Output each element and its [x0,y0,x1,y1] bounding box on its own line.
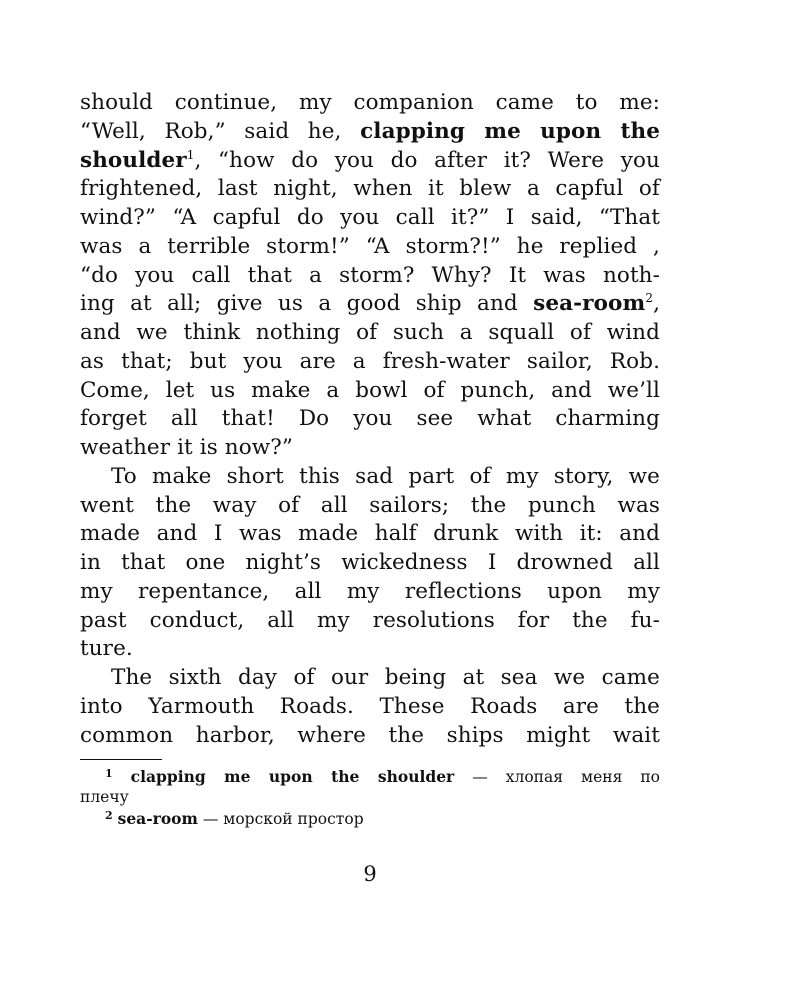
text-line [80,348,660,377]
text-line [80,233,660,262]
text-run: To make short this sad part of my story, we [111,463,660,489]
text-line [80,118,660,147]
text-run: weather it is now?” [80,435,293,460]
footnote-divider [80,759,162,760]
text-line [80,549,660,578]
footnote-reference: 1 [186,147,195,162]
glossed-term: shoulder [80,147,187,173]
text-line [80,147,660,176]
text-run: as that; but you are a fresh-water sailor, Rob. [80,348,660,374]
text-line [80,520,660,549]
footnote-1-gloss: — хлопая меня по [454,768,661,786]
text-line [80,290,660,319]
footnote-1-marker: 1 [105,767,113,780]
text-run: wind?” “A capful do you call it?” I said, “That [80,205,660,230]
text-run: went the way of all sailors; the punch was [80,492,660,518]
text-run: was a terrible storm!” “A storm?!” he replied , [80,233,660,259]
glossed-term: clapping me upon the [360,118,660,144]
text-run: ing at all; give us a good ship and [80,291,534,317]
text-line [80,635,660,664]
text-run: in that one night’s wickedness I drowned all [80,550,660,575]
text-line [80,262,660,291]
text-run: past conduct, all my resolutions for the fu- [80,607,660,633]
text-run: “Well, Rob,” said he, [80,118,361,144]
text-line [80,204,660,233]
text-run: “do you call that a storm? Why? It was noth- [80,262,660,288]
text-run: and we think nothing of such a squall of wind [80,320,660,345]
footnote-2 [80,808,660,829]
text-run: my repentance, all my reflections upon my [80,578,660,604]
footnote-1-continuation: плечу [80,788,129,806]
text-line [80,175,660,204]
text-line [80,319,660,348]
text-run: , “how do you do after it? Were you [194,147,660,173]
text-line [80,405,660,434]
footnote-2-marker: 2 [105,809,113,822]
text-line [80,722,660,751]
text-line [80,664,660,693]
text-line [80,377,660,406]
text-run: should continue, my companion came to me: [80,90,660,115]
text-run: common harbor, where the ships might wait [80,722,660,748]
text-line [80,578,660,607]
footnote-reference: 2 [645,291,654,306]
text-run: , [653,291,660,317]
text-line [80,89,660,118]
text-line [80,463,660,492]
text-run: ture. [80,636,133,662]
text-run: frightened, last night, when it blew a capful of [80,176,660,202]
text-run: forget all that! Do you see what charming [80,406,660,432]
footnote-1-term: clapping me upon the shoulder [130,767,455,786]
text-line [80,693,660,722]
text-run: made and I was made half drunk with it: and [80,521,660,547]
text-run: Come, let us make a bowl of punch, and we’ll [80,377,660,403]
footnotes [80,766,660,829]
text-line [80,607,660,636]
page-number: 9 [363,862,377,886]
text-run: into Yarmouth Roads. These Roads are the [80,693,660,719]
footnote-2-term: sea-room [117,809,198,828]
text-line [80,492,660,521]
glossed-term: sea-room [533,291,646,317]
text-run: The sixth day of our being at sea we came [111,665,660,690]
footnote-1 [80,766,660,787]
body-text [80,89,660,750]
text-line [80,434,660,463]
footnote-2-gloss: — морской простор [197,810,364,828]
